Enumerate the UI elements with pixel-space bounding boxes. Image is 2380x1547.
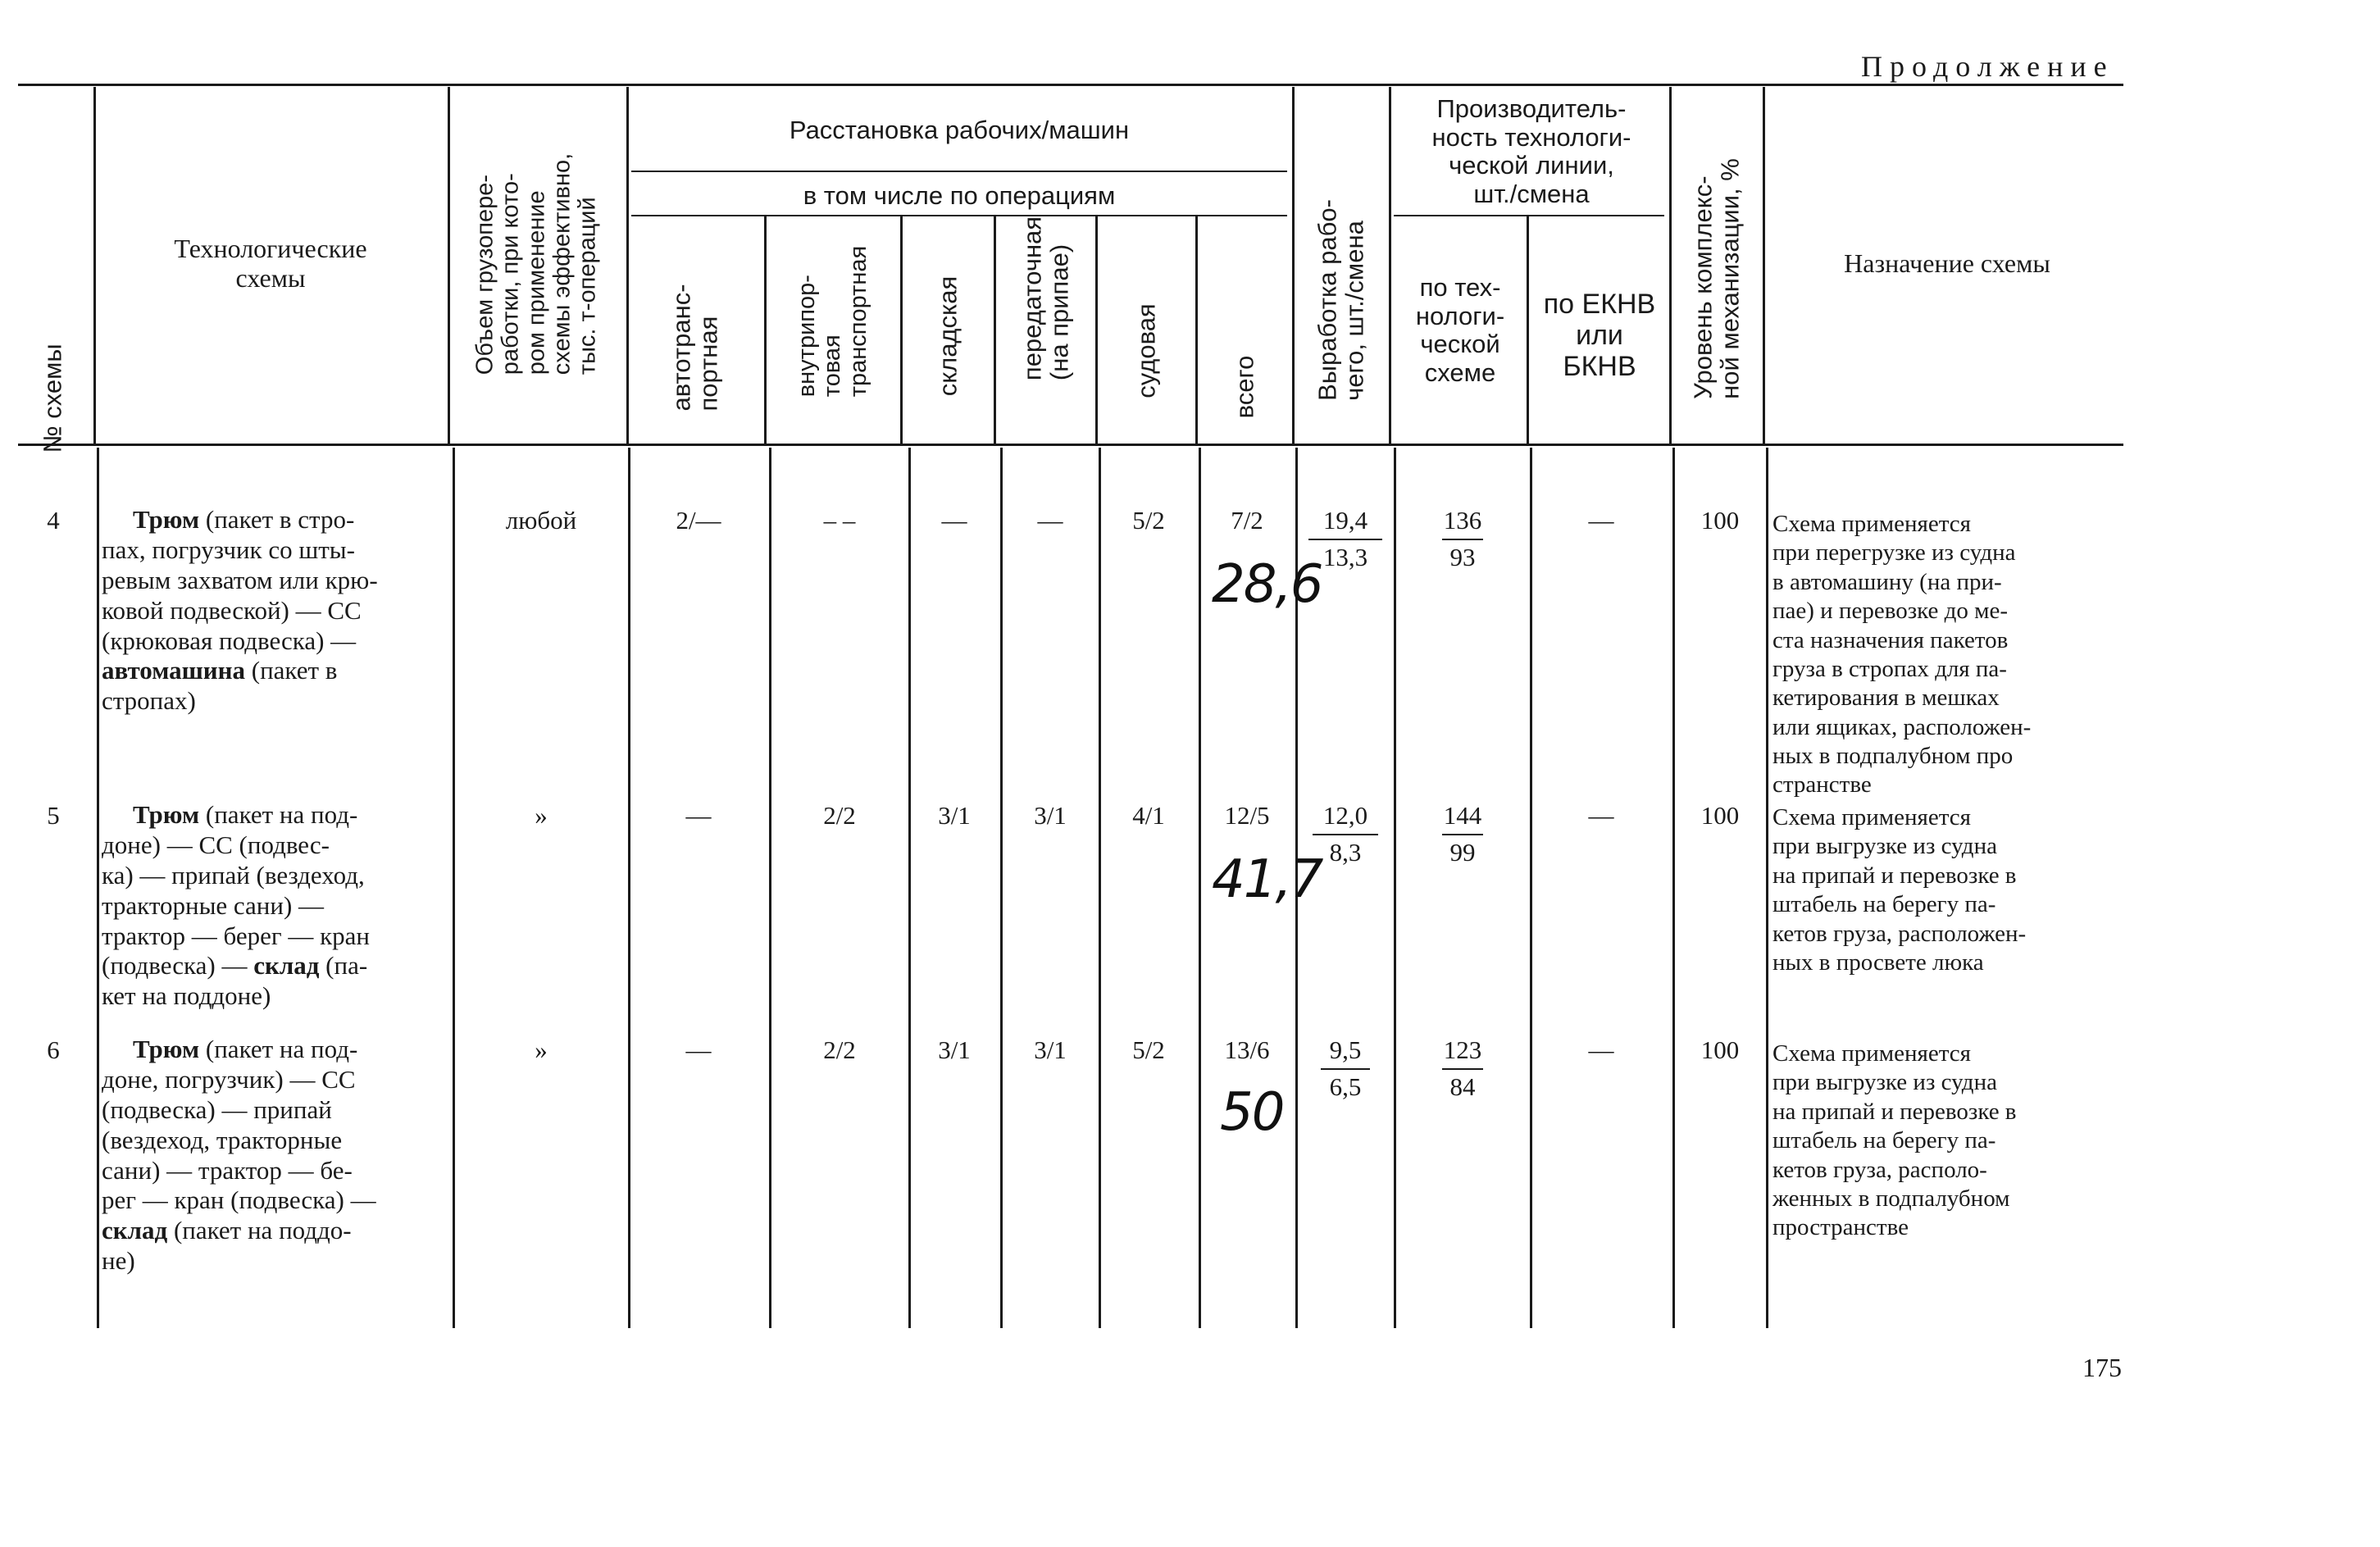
tech-bold: склад [102, 1216, 168, 1245]
output-denominator: 6,5 [1329, 1072, 1362, 1101]
output-fraction [1300, 1035, 1390, 1103]
handwritten-note: 50 [1220, 1082, 1284, 1143]
header-purpose: Назначение схемы [1844, 248, 2050, 278]
productivity-subrule [1394, 215, 1664, 216]
col-divider [1766, 448, 1768, 1328]
tech-bold: Трюм [133, 1035, 200, 1063]
col-divider [626, 87, 629, 444]
header-op-warehouse: складская [933, 275, 962, 397]
warehouse-cell: — [941, 506, 967, 535]
tech-scheme-text [102, 505, 446, 717]
row-number: 4 [47, 506, 60, 535]
tech-text: (пакет в стропах) [102, 656, 338, 716]
col-divider [908, 448, 911, 1328]
prod-denominator: 84 [1449, 1072, 1476, 1101]
output-numerator: 9,5 [1329, 1035, 1362, 1064]
ops-subrule [631, 215, 1287, 216]
header-productivity-group: Производитель- ность технологи- ческой линии, шт./смена [1431, 94, 1631, 209]
row-number: 5 [47, 801, 60, 830]
auto-cell: — [685, 1035, 712, 1064]
prod-fraction [1399, 800, 1527, 869]
prod-denominator: 93 [1449, 542, 1476, 571]
tech-text: (пакет в стро- пах, погрузчик со шты- ревым захватом или крю- ковой подвеской) — СС (крюковая подвеска) — [102, 505, 378, 655]
prod-numerator: 144 [1443, 801, 1482, 830]
output-denominator: 8,3 [1329, 837, 1362, 867]
volume-cell: » [535, 1035, 548, 1064]
col-divider [1672, 448, 1675, 1328]
tech-text: (пакет на под- доне) — СС (подвес- ка) — припай (вездеход, тракторные сани) — трактор — берег — кран (подвеска) — [102, 800, 370, 981]
internal-cell: 2/2 [823, 801, 856, 830]
placement-subrule [631, 171, 1287, 172]
mechanization-cell: 100 [1700, 1035, 1740, 1064]
tech-scheme-text [102, 800, 446, 1012]
col-divider [1199, 448, 1201, 1328]
col-divider [1394, 448, 1396, 1328]
prod-fraction [1399, 1035, 1527, 1103]
internal-cell: – – [823, 506, 856, 535]
col-divider [93, 87, 96, 444]
col-divider [1099, 448, 1101, 1328]
output-denominator: 13,3 [1322, 542, 1368, 571]
col-divider [1669, 87, 1672, 444]
fraction-bar [1442, 539, 1483, 540]
auto-cell: — [685, 801, 712, 830]
header-prod-eknv: по ЕКНВ или БКНВ [1543, 289, 1656, 383]
col-divider [1195, 216, 1198, 444]
header-op-auto: автотранс- портная [667, 284, 723, 412]
tech-scheme-text [102, 1035, 446, 1276]
prod-numerator: 123 [1443, 1035, 1482, 1064]
col-divider [1000, 448, 1003, 1328]
col-divider [1095, 216, 1098, 444]
tech-bold: Трюм [133, 505, 200, 534]
prod-numerator: 136 [1443, 506, 1482, 535]
header-tech-schemes: Технологические схемы [174, 234, 367, 293]
mechanization-cell: 100 [1700, 801, 1740, 830]
tech-bold: Трюм [133, 800, 200, 829]
fraction-bar [1308, 539, 1382, 540]
prod-fraction [1399, 505, 1527, 574]
transfer-cell: 3/1 [1034, 1035, 1067, 1064]
tech-text: (пакет на под- доне, погрузчик) — СС (подвеска) — припай (вездеход, тракторные сани) — трактор — бе- рег — кран (подвеска) — [102, 1035, 376, 1215]
ship-cell: 5/2 [1132, 1035, 1165, 1064]
fraction-bar [1321, 1068, 1370, 1070]
header-op-internal: внутрипор- товая транспортная [794, 245, 871, 398]
output-numerator: 19,4 [1322, 506, 1368, 535]
col-divider [900, 216, 903, 444]
total-cell: 13/6 [1224, 1035, 1270, 1064]
transfer-cell: — [1037, 506, 1063, 535]
col-divider [764, 216, 767, 444]
header-placement-group: Расстановка рабочих/машин [789, 116, 1130, 144]
header-output: Выработка рабо- чего, шт./смена [1313, 199, 1369, 401]
eknv-cell: — [1588, 801, 1614, 830]
header-scheme-number: № схемы [38, 344, 67, 453]
internal-cell: 2/2 [823, 1035, 856, 1064]
fraction-bar [1313, 834, 1378, 835]
volume-cell: любой [505, 506, 577, 535]
header-op-transfer: передаточная (на припае) [1017, 216, 1074, 381]
transfer-cell: 3/1 [1034, 801, 1067, 830]
col-divider [628, 448, 630, 1328]
row-number: 6 [47, 1035, 60, 1064]
tech-bold: склад [253, 951, 320, 981]
prod-denominator: 99 [1449, 837, 1476, 867]
tech-bold: автомашина [102, 656, 245, 685]
purpose-text: Схема применяется при выгрузке из судна на припай и перевозке в штабель на берегу па- кетов груза, расположен- ных в просвете люка [1772, 804, 2027, 976]
output-numerator: 12,0 [1322, 801, 1368, 830]
tech-text: (па- кет на поддоне) [102, 951, 368, 1011]
header-ops-group: в том числе по операциям [803, 181, 1116, 210]
col-divider [1292, 87, 1295, 444]
col-divider [994, 216, 996, 444]
header-prod-tech: по тех- нологи- ческой схеме [1415, 273, 1505, 388]
fraction-bar [1442, 1068, 1483, 1070]
col-divider [453, 448, 455, 1328]
auto-cell: 2/— [676, 506, 721, 535]
col-divider [97, 448, 99, 1328]
header-mechanization: Уровень комплекс- ной механизации, % [1688, 158, 1745, 399]
output-fraction [1300, 505, 1390, 574]
eknv-cell: — [1588, 1035, 1614, 1064]
output-fraction [1300, 800, 1390, 869]
col-divider [1763, 87, 1765, 444]
purpose-text: Схема применяется при выгрузке из судна на припай и перевозке в штабель на берегу па- кетов груза, располо- женных в подпалубном пространстве [1772, 1040, 2017, 1241]
warehouse-cell: 3/1 [938, 1035, 971, 1064]
volume-cell: » [535, 801, 548, 830]
purpose-text: Схема применяется при перегрузке из судна в автомашину (на при- пае) и перевозке до ме- ста назначения пакетов груза в стропах для па- кетирования в мешках или ящиках, расположен- ных в подпалубном про странстве [1772, 511, 2032, 799]
page-number: 175 [2082, 1353, 2122, 1382]
header-volume: Объем грузопере- работки, при кото- ром применение схемы эффективно, тыс. т-операций [471, 152, 601, 375]
col-divider [448, 87, 450, 444]
col-divider [1527, 216, 1529, 444]
header-op-ship: судовая [1131, 303, 1161, 398]
continuation-label: Продолжение [1861, 50, 2114, 83]
tech-text: (пакет на поддо- не) [102, 1216, 352, 1276]
header-bottom-rule [18, 444, 2123, 446]
handwritten-note: 28,6 [1212, 554, 1322, 615]
header-op-total: всего [1230, 355, 1259, 419]
fraction-bar [1442, 834, 1483, 835]
col-divider [1389, 87, 1391, 444]
warehouse-cell: 3/1 [938, 801, 971, 830]
col-divider [1530, 448, 1532, 1328]
ship-cell: 5/2 [1132, 506, 1165, 535]
handwritten-note: 41,7 [1212, 849, 1322, 910]
eknv-cell: — [1588, 506, 1614, 535]
total-cell: 7/2 [1231, 506, 1263, 535]
total-cell: 12/5 [1224, 801, 1270, 830]
table-top-rule [18, 84, 2123, 86]
col-divider [769, 448, 771, 1328]
mechanization-cell: 100 [1700, 506, 1740, 535]
ship-cell: 4/1 [1132, 801, 1165, 830]
